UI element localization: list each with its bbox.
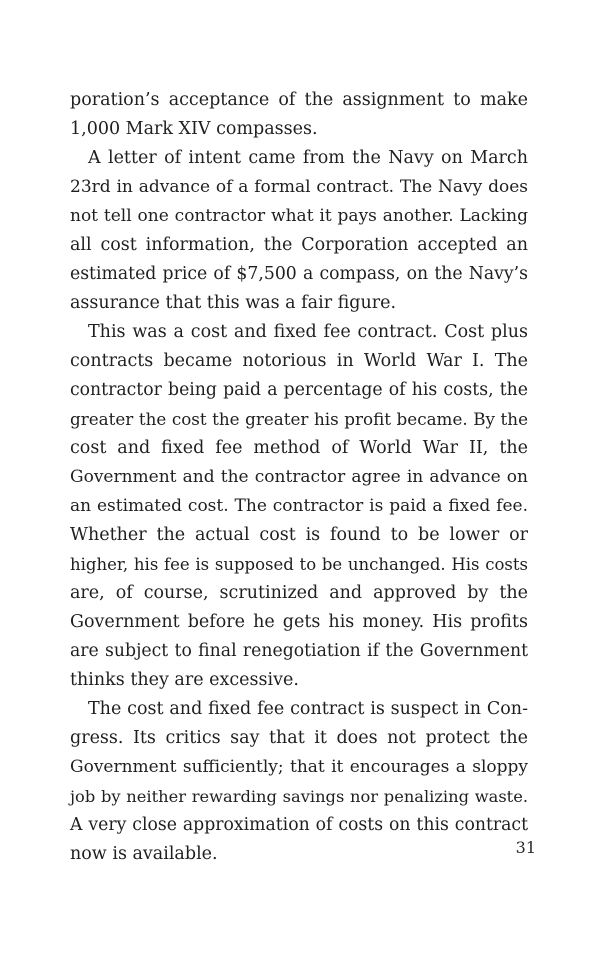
text-line: are subject to final renegotiation if the Government: [70, 641, 528, 661]
text-line: Government sufficiently; that it encourages a sloppy: [70, 757, 528, 777]
text-line: Government before he gets his money. His profits: [70, 612, 528, 632]
text-line: contracts became notorious in World War I. The: [70, 351, 528, 371]
text-line: Government and the contractor agree in advance on: [70, 467, 528, 487]
text-line: Whether the actual cost is found to be lower or: [70, 525, 528, 545]
text-line: all cost information, the Corporation accepted an: [70, 235, 528, 255]
text-line: now is available.: [70, 844, 218, 864]
text-line: This was a cost and fixed fee contract. Cost plus: [88, 322, 528, 342]
text-line: cost and fixed fee method of World War II, the: [70, 438, 528, 458]
text-line: A letter of intent came from the Navy on March: [88, 148, 528, 168]
text-line: are, of course, scrutinized and approved by the: [70, 583, 528, 603]
text-line: estimated price of $7,500 a compass, on the Navy’s: [70, 264, 528, 284]
text-line: not tell one contractor what it pays another. Lacking: [70, 206, 528, 226]
text-line: poration’s acceptance of the assignment to make: [70, 90, 528, 110]
body-text: [70, 86, 528, 869]
text-line: thinks they are excessive.: [70, 670, 299, 690]
text-line: higher, his fee is supposed to be unchanged. His costs: [70, 555, 528, 574]
text-line: greater the cost the greater his profit became. By the: [70, 409, 528, 429]
text-line: 23rd in advance of a formal contract. The Navy does: [70, 177, 528, 197]
text-line: A very close approximation of costs on this contract: [70, 815, 528, 835]
text-line: The cost and fixed fee contract is suspect in Con-: [88, 699, 528, 719]
text-line: an estimated cost. The contractor is paid a fixed fee.: [70, 496, 528, 516]
text-line: 1,000 Mark XIV compasses.: [70, 119, 318, 139]
text-line: job by neither rewarding savings nor penalizing waste.: [70, 787, 528, 806]
page-number: 31: [515, 838, 536, 857]
text-line: contractor being paid a percentage of his costs, the: [70, 380, 528, 400]
text-line: gress. Its critics say that it does not protect the: [70, 728, 528, 748]
text-line: assurance that this was a fair figure.: [70, 293, 397, 313]
